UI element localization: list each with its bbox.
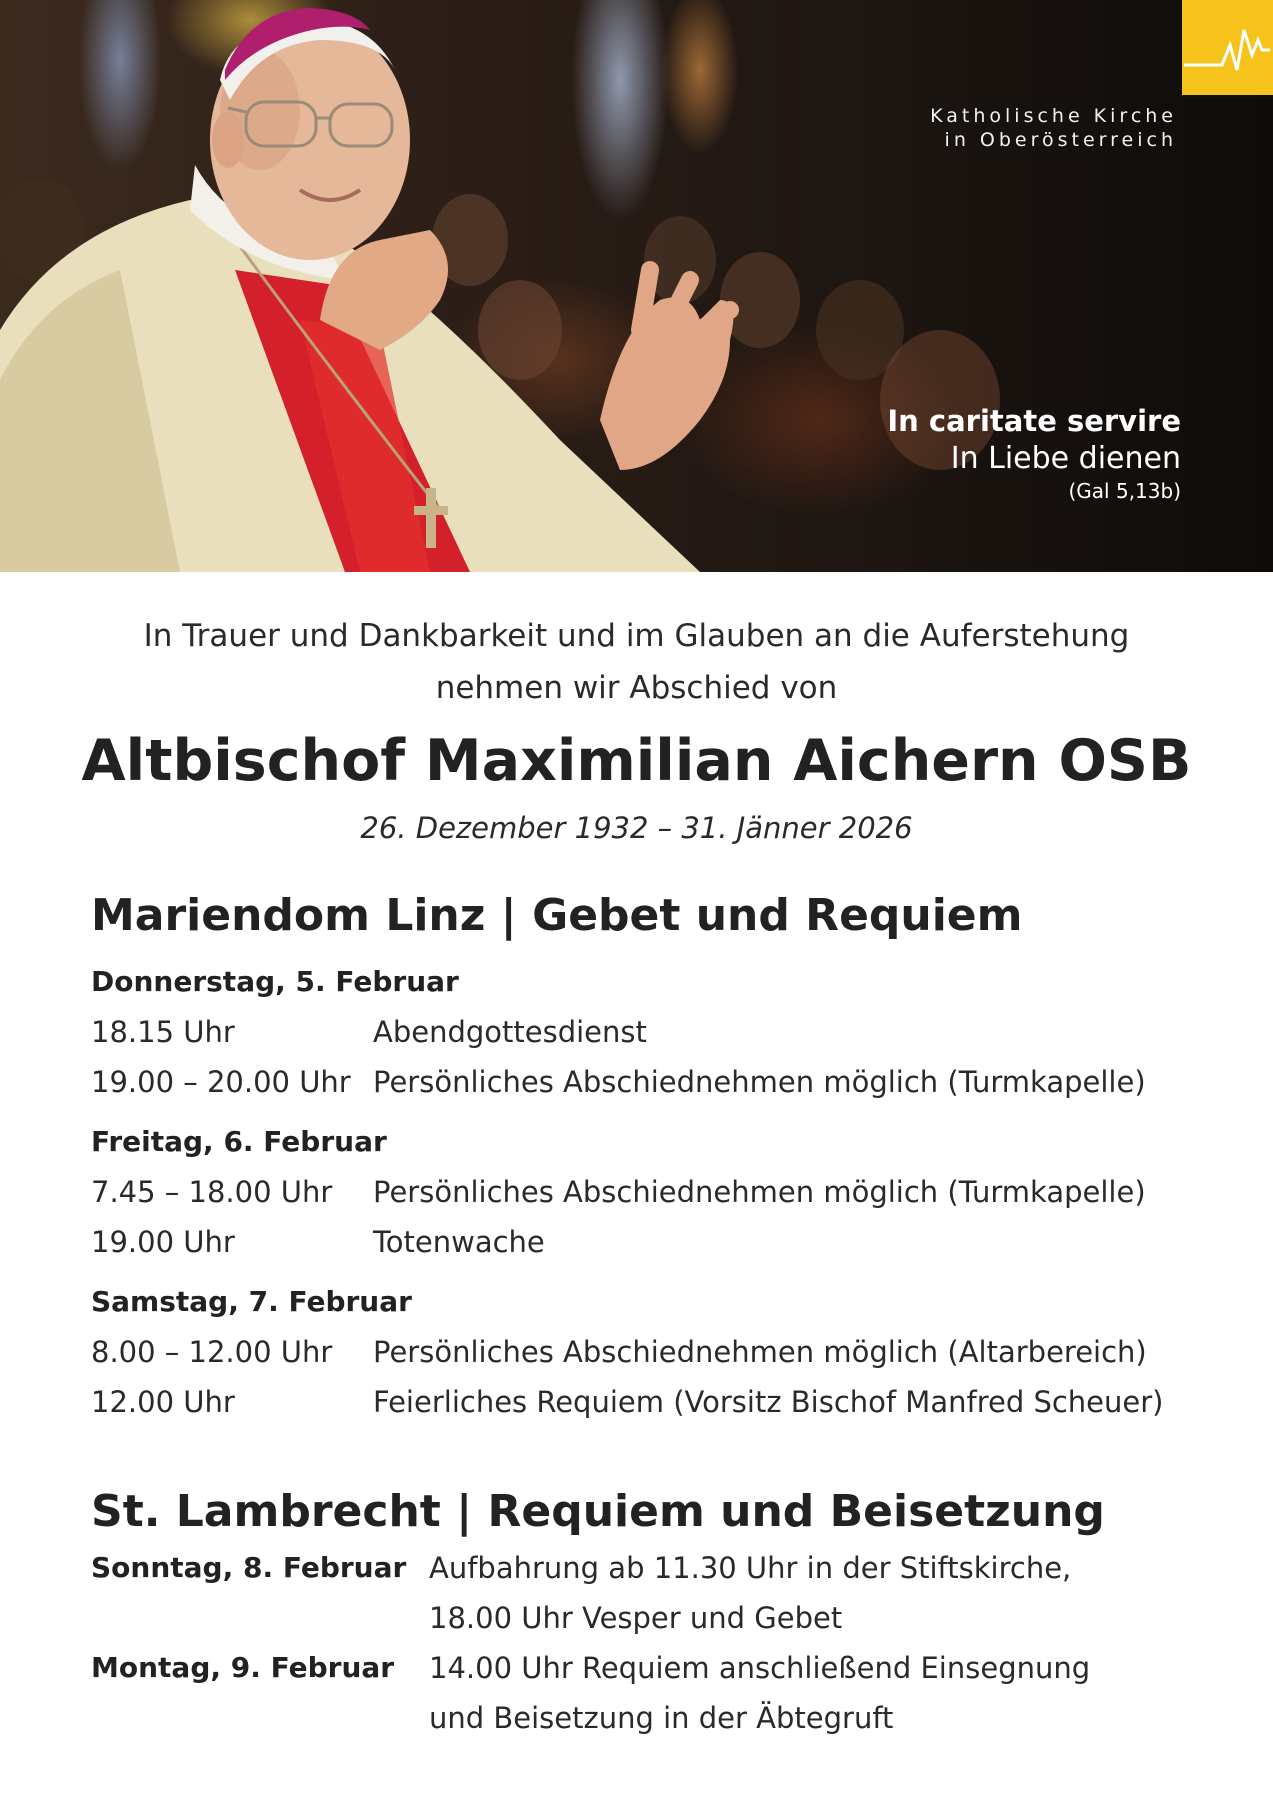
church-name-line1: Katholische Kirche xyxy=(930,105,1177,127)
event-description: Persönliches Abschiednehmen möglich (Turmkapelle) xyxy=(373,1065,1146,1099)
intro-line2: nehmen wir Abschied von xyxy=(435,670,838,706)
day-heading: Freitag, 6. Februar xyxy=(91,1125,387,1158)
event-description xyxy=(429,1543,1071,1643)
event-time: 19.00 – 20.00 Uhr xyxy=(91,1065,351,1099)
motto xyxy=(887,402,1181,504)
section-title-linz: Mariendom Linz | Gebet und Requiem xyxy=(91,890,1023,941)
church-name-line2: in Oberösterreich xyxy=(944,129,1177,151)
section-title-lambrecht: St. Lambrecht | Requiem und Beisetzung xyxy=(91,1486,1105,1537)
event-description-line1: Aufbahrung ab 11.30 Uhr in der Stiftskirche, xyxy=(429,1551,1072,1585)
intro-text xyxy=(0,610,1273,714)
hero-photo xyxy=(0,0,1273,572)
event-time: 8.00 – 12.00 Uhr xyxy=(91,1335,333,1369)
event-description: Feierliches Requiem (Vorsitz Bischof Manfred Scheuer) xyxy=(373,1385,1164,1419)
event-description: Persönliches Abschiednehmen möglich (Turmkapelle) xyxy=(373,1175,1146,1209)
life-dates: 26. Dezember 1932 – 31. Jänner 2026 xyxy=(360,811,913,845)
motto-latin: In caritate servire xyxy=(887,404,1181,438)
day-heading: Samstag, 7. Februar xyxy=(91,1285,412,1318)
motto-reference: (Gal 5,13b) xyxy=(1068,479,1181,503)
intro-line1: In Trauer und Dankbarkeit und im Glauben an die Auferstehung xyxy=(143,618,1130,654)
event-description: Totenwache xyxy=(373,1225,545,1259)
event-description: Persönliches Abschiednehmen möglich (Altarbereich) xyxy=(373,1335,1147,1369)
day-heading: Montag, 9. Februar xyxy=(91,1651,395,1684)
event-description: Abendgottesdienst xyxy=(373,1015,647,1049)
heartbeat-logo-icon xyxy=(1182,0,1273,95)
event-time: 19.00 Uhr xyxy=(91,1225,235,1259)
church-logo xyxy=(1182,0,1273,95)
day-heading: Donnerstag, 5. Februar xyxy=(91,965,459,998)
church-name xyxy=(930,104,1177,152)
event-time: 7.45 – 18.00 Uhr xyxy=(91,1175,333,1209)
event-description-line2: und Beisetzung in der Äbtegruft xyxy=(429,1701,894,1735)
event-time: 12.00 Uhr xyxy=(91,1385,235,1419)
event-time: 18.15 Uhr xyxy=(91,1015,235,1049)
deceased-name: Altbischof Maximilian Aichern OSB xyxy=(81,728,1192,794)
day-heading: Sonntag, 8. Februar xyxy=(91,1551,407,1584)
motto-german: In Liebe dienen xyxy=(950,441,1181,476)
event-description-line1: 14.00 Uhr Requiem anschließend Einsegnung xyxy=(429,1651,1091,1685)
event-description-line2: 18.00 Uhr Vesper und Gebet xyxy=(429,1601,843,1635)
event-description xyxy=(429,1643,1090,1743)
